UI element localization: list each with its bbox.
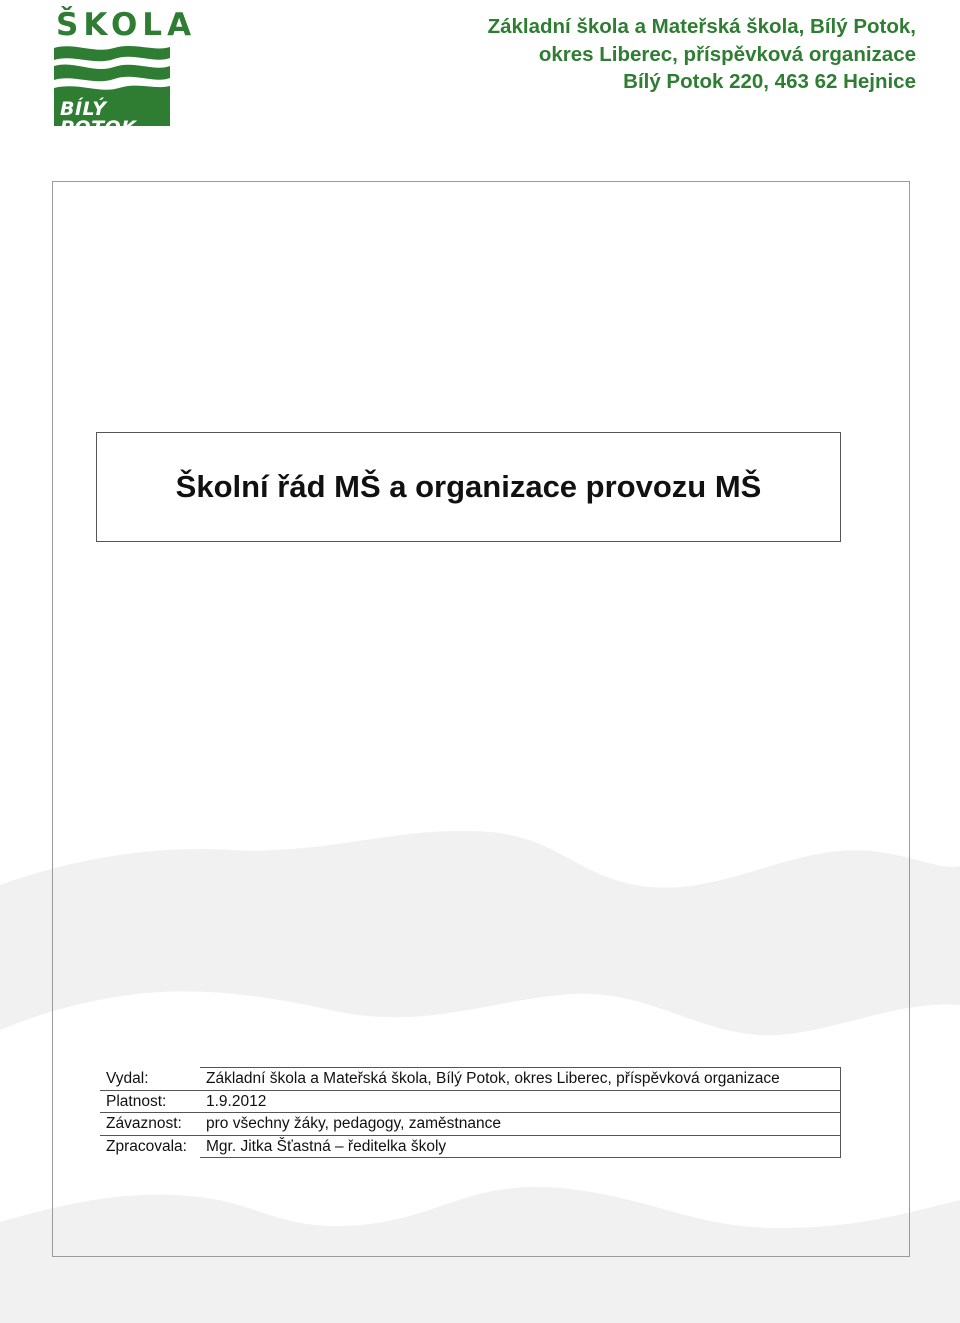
info-row xyxy=(100,1090,841,1113)
info-label: Závaznost: xyxy=(100,1113,200,1136)
logo-wordmark: ŠKOLA xyxy=(56,7,197,43)
info-value: Základní škola a Mateřská škola, Bílý Potok, okres Liberec, příspěvková organizace xyxy=(200,1068,841,1091)
info-value: 1.9.2012 xyxy=(200,1090,841,1113)
school-name-line: Základní škola a Mateřská škola, Bílý Potok, xyxy=(487,15,916,38)
school-address-line: Bílý Potok 220, 463 62 Hejnice xyxy=(623,70,916,93)
info-row xyxy=(100,1068,841,1091)
info-label: Platnost: xyxy=(100,1090,200,1113)
info-row xyxy=(100,1135,841,1158)
info-value: Mgr. Jitka Šťastná – ředitelka školy xyxy=(200,1135,841,1158)
title-box xyxy=(96,432,841,542)
school-header xyxy=(488,13,916,96)
info-row xyxy=(100,1113,841,1136)
document-title: Školní řád MŠ a organizace provozu MŠ xyxy=(175,469,762,504)
info-value: pro všechny žáky, pedagogy, zaměstnance xyxy=(200,1113,841,1136)
info-label: Zpracovala: xyxy=(100,1135,200,1158)
school-logo xyxy=(54,6,197,139)
logo-subtitle: BÍLÝ POTOK xyxy=(60,98,137,139)
document-info-table xyxy=(100,1067,841,1158)
info-label: Vydal: xyxy=(100,1068,200,1091)
school-district-line: okres Liberec, příspěvková organizace xyxy=(538,42,916,66)
